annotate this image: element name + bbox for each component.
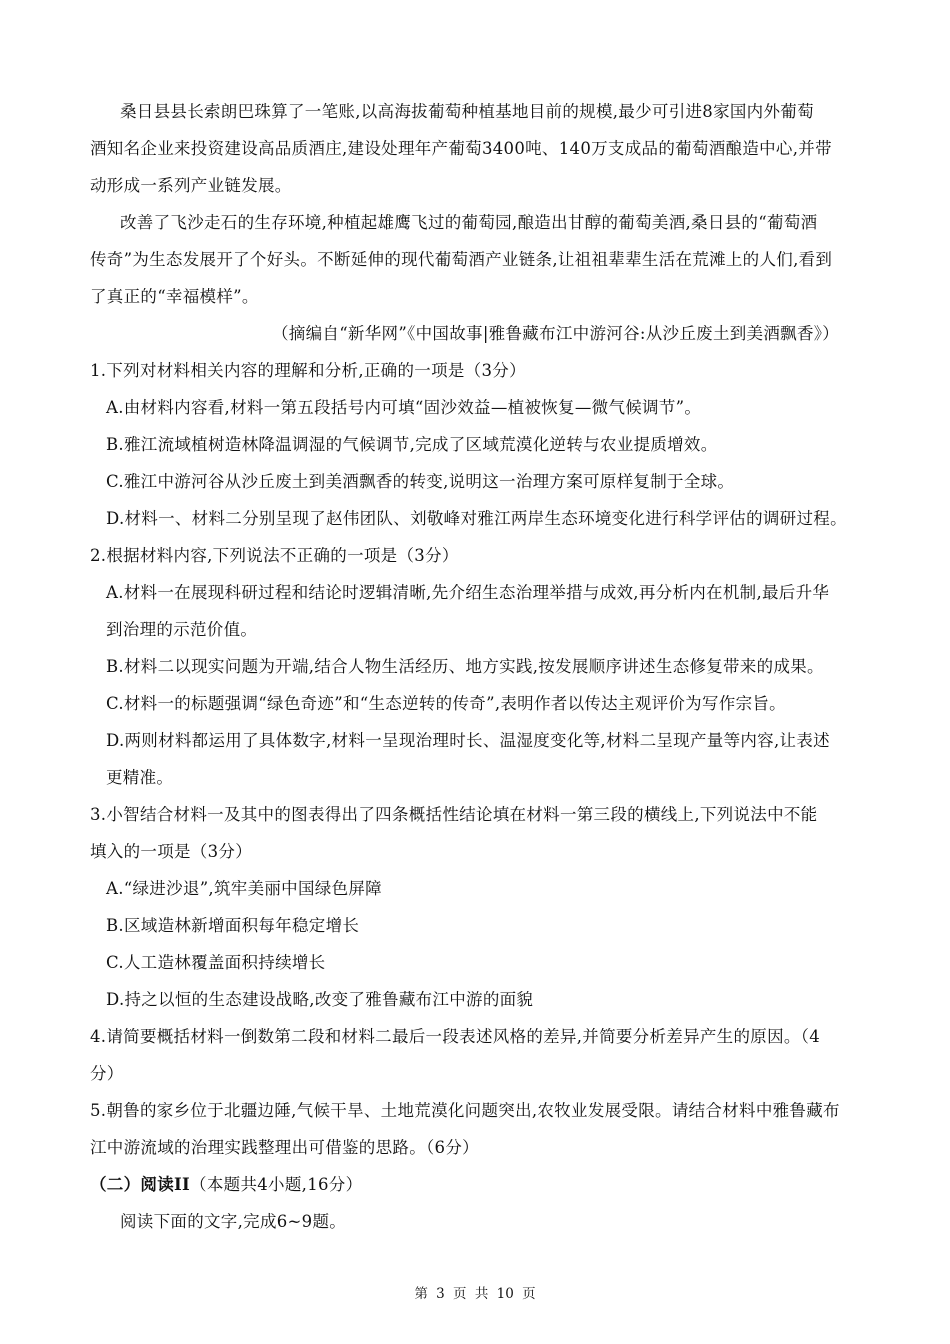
question-2-stem: 2.根据材料内容,下列说法不正确的一项是（3分） bbox=[90, 546, 459, 565]
section-2-header bbox=[90, 1166, 362, 1203]
paragraph-line-2: 酒知名企业来投资建设高品质酒庄,建设处理年产葡萄3400吨、140万支成品的葡萄酒酿造中心,并带 bbox=[90, 139, 832, 158]
question-3-stem-cont: 填入的一项是（3分） bbox=[90, 842, 252, 861]
question-1-option-a: A.由材料内容看,材料一第五段括号内可填“固沙效益—植被恢复—微气候调节”。 bbox=[106, 398, 702, 417]
question-1-stem: 1.下列对材料相关内容的理解和分析,正确的一项是（3分） bbox=[90, 361, 526, 380]
question-5-stem-cont: 江中游流域的治理实践整理出可借鉴的思路。（6分） bbox=[90, 1138, 479, 1157]
paragraph-line-1: 桑日县县长索朗巴珠算了一笔账,以高海拔葡萄种植基地目前的规模,最少可引进8家国内外葡萄 bbox=[120, 102, 814, 121]
question-3-option-a: A.“绿进沙退”,筑牢美丽中国绿色屏障 bbox=[106, 879, 382, 898]
source-citation: （摘编自“新华网”《中国故事|雅鲁藏布江中游河谷:从沙丘废土到美酒飘香》） bbox=[272, 324, 840, 343]
question-3-option-b: B.区域造林新增面积每年稳定增长 bbox=[106, 916, 360, 935]
question-3-option-d: D.持之以恒的生态建设战略,改变了雅鲁藏布江中游的面貌 bbox=[106, 990, 534, 1009]
question-3-option-c: C.人工造林覆盖面积持续增长 bbox=[106, 953, 326, 972]
section-2-instruction: 阅读下面的文字,完成6~9题。 bbox=[120, 1212, 347, 1231]
question-1-option-c: C.雅江中游河谷从沙丘废土到美酒飘香的转变,说明这一治理方案可原样复制于全球。 bbox=[106, 472, 735, 491]
question-2-option-c: C.材料一的标题强调“绿色奇迹”和“生态逆转的传奇”,表明作者以传达主观评价为写作宗旨。 bbox=[106, 694, 786, 713]
section-2-heading: （二）阅读II bbox=[90, 1175, 191, 1194]
paragraph-line-4: 改善了飞沙走石的生存环境,种植起雄鹰飞过的葡萄园,酿造出甘醇的葡萄美酒,桑日县的“葡萄酒 bbox=[120, 213, 818, 232]
question-4-stem: 4.请简要概括材料一倒数第二段和材料二最后一段表述风格的差异,并简要分析差异产生的原因。（4 bbox=[90, 1027, 821, 1046]
question-1-option-d: D.材料一、材料二分别呈现了赵伟团队、刘敬峰对雅江两岸生态环境变化进行科学评估的调研过程。 bbox=[106, 509, 847, 528]
question-5-stem: 5.朝鲁的家乡位于北疆边陲,气候干旱、土地荒漠化问题突出,农牧业发展受限。请结合材料中雅鲁藏布 bbox=[90, 1101, 840, 1120]
question-2-option-a-cont: 到治理的示范价值。 bbox=[106, 620, 258, 639]
question-1-option-b: B.雅江流域植树造林降温调湿的气候调节,完成了区域荒漠化逆转与农业提质增效。 bbox=[106, 435, 718, 454]
section-2-note: （本题共4小题,16分） bbox=[190, 1175, 363, 1194]
paragraph-line-3: 动形成一系列产业链发展。 bbox=[90, 176, 292, 195]
question-2-option-a: A.材料一在展现科研过程和结论时逻辑清晰,先介绍生态治理举措与成效,再分析内在机制,最后升华 bbox=[106, 583, 830, 602]
question-4-stem-cont: 分） bbox=[90, 1064, 124, 1083]
question-2-option-d: D.两则材料都运用了具体数字,材料一呈现治理时长、温湿度变化等,材料二呈现产量等内容,让表述 bbox=[106, 731, 830, 750]
paragraph-line-6: 了真正的“幸福模样”。 bbox=[90, 287, 259, 306]
question-2-option-b: B.材料二以现实问题为开端,结合人物生活经历、地方实践,按发展顺序讲述生态修复带来的成果。 bbox=[106, 657, 824, 676]
page-footer: 第 3 页 共 10 页 bbox=[414, 1286, 536, 1302]
question-2-option-d-cont: 更精准。 bbox=[106, 768, 174, 787]
paragraph-line-5: 传奇”为生态发展开了个好头。不断延伸的现代葡萄酒产业链条,让祖祖辈辈生活在荒滩上的人们,看到 bbox=[90, 250, 833, 269]
question-3-stem: 3.小智结合材料一及其中的图表得出了四条概括性结论填在材料一第三段的横线上,下列说法中不能 bbox=[90, 805, 818, 824]
